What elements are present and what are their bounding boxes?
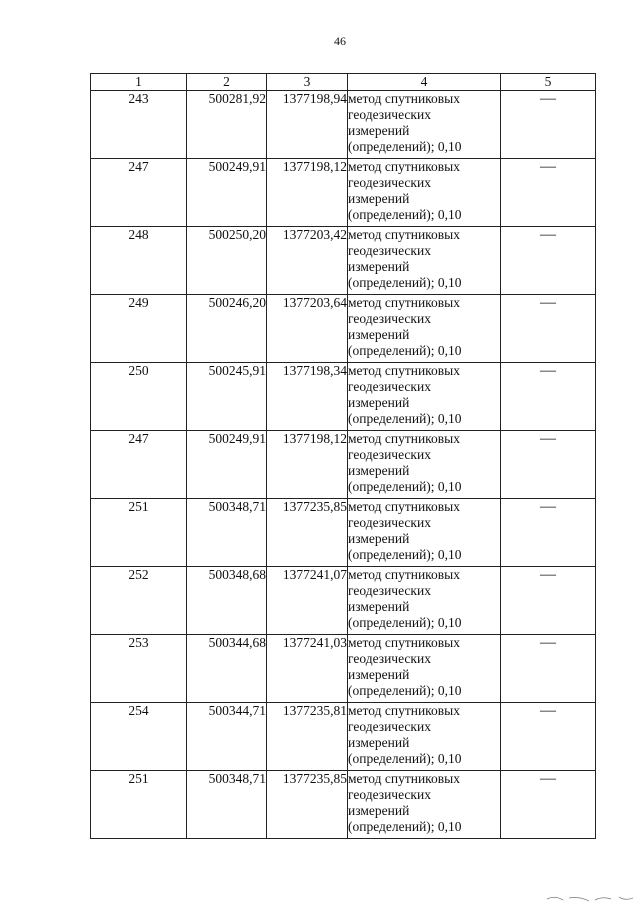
cell-point-number: 254 [91,703,187,771]
cell-y-coordinate: 1377203,64 [267,295,348,363]
method-line: геодезических [348,311,431,326]
method-line: геодезических [348,107,431,122]
page-number: 46 [334,34,346,48]
cell-method [348,91,501,159]
table-row [91,363,596,431]
cell-x-coordinate: 500245,91 [187,363,267,431]
table-row [91,295,596,363]
method-line: измерений [348,463,410,478]
column-header-1: 1 [91,74,187,91]
table-row [91,703,596,771]
method-line: (определений); 0,10 [348,207,462,222]
method-line: (определений); 0,10 [348,343,462,358]
cell-x-coordinate: 500348,71 [187,771,267,839]
method-line: (определений); 0,10 [348,275,462,290]
cell-point-number: 247 [91,159,187,227]
cell-method [348,431,501,499]
method-line: метод спутниковых [348,567,460,582]
cell-note: — [501,295,596,363]
method-line: геодезических [348,379,431,394]
cell-y-coordinate: 1377235,85 [267,771,348,839]
method-line: измерений [348,327,410,342]
method-line: метод спутниковых [348,431,460,446]
table-row [91,159,596,227]
cell-point-number: 253 [91,635,187,703]
scan-corner-marks [545,893,635,903]
method-line: измерений [348,735,410,750]
method-line: геодезических [348,787,431,802]
method-line: метод спутниковых [348,159,460,174]
method-line: (определений); 0,10 [348,819,462,834]
table-row [91,771,596,839]
cell-x-coordinate: 500249,91 [187,431,267,499]
cell-y-coordinate: 1377241,03 [267,635,348,703]
cell-y-coordinate: 1377198,34 [267,363,348,431]
method-line: метод спутниковых [348,363,460,378]
cell-point-number: 248 [91,227,187,295]
method-line: метод спутниковых [348,771,460,786]
cell-x-coordinate: 500281,92 [187,91,267,159]
cell-note: — [501,635,596,703]
table-row [91,635,596,703]
table-row [91,499,596,567]
method-line: измерений [348,259,410,274]
table-body [91,91,596,839]
cell-x-coordinate: 500249,91 [187,159,267,227]
cell-y-coordinate: 1377198,12 [267,431,348,499]
cell-note: — [501,91,596,159]
table-header-row [91,74,596,91]
cell-note: — [501,159,596,227]
cell-note: — [501,431,596,499]
cell-note: — [501,363,596,431]
method-line: геодезических [348,651,431,666]
cell-note: — [501,499,596,567]
cell-y-coordinate: 1377241,07 [267,567,348,635]
cell-method [348,567,501,635]
method-line: измерений [348,803,410,818]
cell-y-coordinate: 1377198,94 [267,91,348,159]
cell-x-coordinate: 500250,20 [187,227,267,295]
method-line: метод спутниковых [348,295,460,310]
cell-method [348,499,501,567]
table-row [91,431,596,499]
cell-point-number: 247 [91,431,187,499]
method-line: измерений [348,395,410,410]
method-line: измерений [348,599,410,614]
method-line: измерений [348,531,410,546]
cell-method [348,159,501,227]
cell-note: — [501,227,596,295]
cell-note: — [501,567,596,635]
cell-point-number: 249 [91,295,187,363]
method-line: геодезических [348,243,431,258]
table-row [91,91,596,159]
method-line: (определений); 0,10 [348,411,462,426]
method-line: (определений); 0,10 [348,479,462,494]
cell-method [348,771,501,839]
cell-x-coordinate: 500246,20 [187,295,267,363]
cell-y-coordinate: 1377198,12 [267,159,348,227]
method-line: измерений [348,123,410,138]
method-line: геодезических [348,583,431,598]
cell-method [348,635,501,703]
method-line: геодезических [348,175,431,190]
method-line: (определений); 0,10 [348,139,462,154]
method-line: (определений); 0,10 [348,615,462,630]
cell-method [348,295,501,363]
method-line: (определений); 0,10 [348,547,462,562]
cell-method [348,703,501,771]
method-line: метод спутниковых [348,635,460,650]
method-line: (определений); 0,10 [348,683,462,698]
cell-note: — [501,771,596,839]
method-line: метод спутниковых [348,703,460,718]
cell-y-coordinate: 1377235,81 [267,703,348,771]
column-header-4: 4 [348,74,501,91]
cell-point-number: 250 [91,363,187,431]
method-line: измерений [348,667,410,682]
cell-y-coordinate: 1377235,85 [267,499,348,567]
cell-y-coordinate: 1377203,42 [267,227,348,295]
cell-x-coordinate: 500348,68 [187,567,267,635]
method-line: измерений [348,191,410,206]
method-line: метод спутниковых [348,227,460,242]
cell-method [348,363,501,431]
method-line: метод спутниковых [348,499,460,514]
table-row [91,567,596,635]
column-header-2: 2 [187,74,267,91]
cell-x-coordinate: 500344,71 [187,703,267,771]
method-line: геодезических [348,515,431,530]
coordinates-table [90,73,596,839]
cell-method [348,227,501,295]
method-line: метод спутниковых [348,91,460,106]
method-line: (определений); 0,10 [348,751,462,766]
cell-point-number: 251 [91,771,187,839]
method-line: геодезических [348,447,431,462]
table-row [91,227,596,295]
cell-x-coordinate: 500344,68 [187,635,267,703]
cell-point-number: 243 [91,91,187,159]
cell-note: — [501,703,596,771]
column-header-5: 5 [501,74,596,91]
cell-point-number: 251 [91,499,187,567]
method-line: геодезических [348,719,431,734]
cell-x-coordinate: 500348,71 [187,499,267,567]
cell-point-number: 252 [91,567,187,635]
column-header-3: 3 [267,74,348,91]
